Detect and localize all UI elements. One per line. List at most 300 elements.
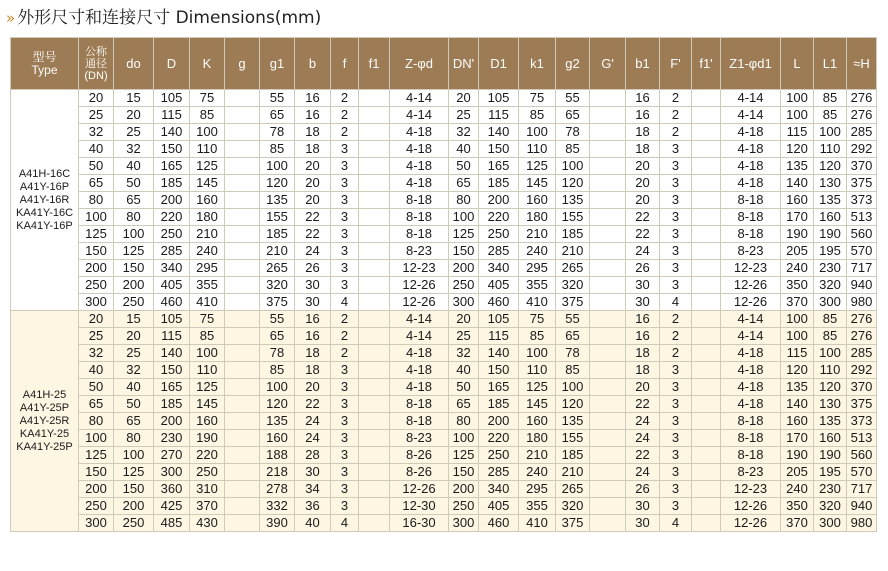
table-cell xyxy=(692,192,721,209)
table-cell: 200 xyxy=(79,481,114,498)
table-cell: 22 xyxy=(626,226,660,243)
table-cell: 370 xyxy=(847,158,877,175)
table-cell: 16 xyxy=(295,311,331,328)
table-cell xyxy=(225,175,260,192)
table-cell: 4-14 xyxy=(721,107,781,124)
table-cell: 210 xyxy=(556,464,590,481)
table-cell xyxy=(225,464,260,481)
table-cell: 2 xyxy=(331,90,359,107)
page-title xyxy=(6,6,321,30)
table-cell: 240 xyxy=(519,243,556,260)
table-cell: 3 xyxy=(660,209,692,226)
table-cell xyxy=(225,481,260,498)
table-cell xyxy=(359,158,390,175)
table-cell: 205 xyxy=(781,464,814,481)
table-cell: 12-23 xyxy=(721,260,781,277)
table-cell: 140 xyxy=(781,396,814,413)
table-cell: 375 xyxy=(260,294,295,311)
table-cell xyxy=(590,345,626,362)
table-cell: 250 xyxy=(449,498,479,515)
table-cell xyxy=(225,124,260,141)
table-cell: 120 xyxy=(781,362,814,379)
table-cell: 276 xyxy=(847,328,877,345)
table-cell xyxy=(692,328,721,345)
table-cell: 3 xyxy=(331,379,359,396)
table-cell: 185 xyxy=(556,447,590,464)
table-cell: 4-18 xyxy=(721,396,781,413)
table-cell: 295 xyxy=(519,481,556,498)
table-row xyxy=(11,379,877,396)
table-cell xyxy=(359,515,390,532)
table-cell: 30 xyxy=(295,277,331,294)
type-label: A41Y-25P xyxy=(19,401,70,414)
table-cell: 200 xyxy=(114,277,154,294)
type-label: KA41Y-16P xyxy=(16,219,73,232)
table-cell xyxy=(692,158,721,175)
table-cell: 150 xyxy=(79,464,114,481)
table-cell xyxy=(590,362,626,379)
table-cell: 295 xyxy=(519,260,556,277)
table-cell: 190 xyxy=(814,226,847,243)
type-label: A41Y-25R xyxy=(19,414,70,427)
group-pn16 xyxy=(11,90,877,311)
table-cell: 20 xyxy=(79,90,114,107)
table-cell: 8-23 xyxy=(721,464,781,481)
table-cell: 3 xyxy=(331,141,359,158)
table-cell: 36 xyxy=(295,498,331,515)
table-cell: 4-18 xyxy=(390,362,449,379)
table-cell xyxy=(590,124,626,141)
table-cell xyxy=(692,124,721,141)
table-cell: 160 xyxy=(814,209,847,226)
table-cell: 210 xyxy=(519,226,556,243)
table-cell: 485 xyxy=(154,515,190,532)
table-cell: 3 xyxy=(331,158,359,175)
table-cell: 125 xyxy=(519,379,556,396)
table-cell xyxy=(692,243,721,260)
table-cell: 125 xyxy=(449,447,479,464)
table-cell xyxy=(359,447,390,464)
table-cell xyxy=(692,362,721,379)
table-cell: 24 xyxy=(626,430,660,447)
table-cell: 100 xyxy=(190,345,225,362)
table-cell: 100 xyxy=(556,158,590,175)
table-cell: 135 xyxy=(814,413,847,430)
header-g: g xyxy=(225,38,260,90)
table-row xyxy=(11,413,877,430)
table-cell: 190 xyxy=(781,447,814,464)
table-cell: 320 xyxy=(260,277,295,294)
table-cell: 560 xyxy=(847,447,877,464)
table-cell: 85 xyxy=(814,311,847,328)
table-cell: 180 xyxy=(519,430,556,447)
table-cell: 185 xyxy=(154,175,190,192)
table-cell: 180 xyxy=(190,209,225,226)
table-cell: 340 xyxy=(154,260,190,277)
header-z-phi-d: Z-φd xyxy=(390,38,449,90)
table-cell: 185 xyxy=(260,226,295,243)
table-cell: 3 xyxy=(331,498,359,515)
table-cell: 3 xyxy=(660,464,692,481)
header-k1: k1 xyxy=(519,38,556,90)
table-cell: 375 xyxy=(556,294,590,311)
table-cell: 50 xyxy=(114,396,154,413)
table-cell: 25 xyxy=(449,107,479,124)
table-cell: 185 xyxy=(479,396,519,413)
table-cell: 22 xyxy=(295,226,331,243)
table-cell: 160 xyxy=(190,192,225,209)
table-cell: 125 xyxy=(519,158,556,175)
table-cell: 285 xyxy=(154,243,190,260)
table-cell: 210 xyxy=(190,226,225,243)
table-cell: 150 xyxy=(154,362,190,379)
table-cell xyxy=(692,498,721,515)
table-row xyxy=(11,107,877,124)
header-b: b xyxy=(295,38,331,90)
table-cell xyxy=(225,90,260,107)
table-cell: 85 xyxy=(260,141,295,158)
table-cell: 130 xyxy=(814,396,847,413)
table-cell: 150 xyxy=(449,464,479,481)
table-cell: 20 xyxy=(626,175,660,192)
table-cell: 65 xyxy=(556,328,590,345)
table-cell: 410 xyxy=(519,294,556,311)
table-cell xyxy=(225,515,260,532)
table-cell: 250 xyxy=(190,464,225,481)
table-cell: 3 xyxy=(660,379,692,396)
table-cell: 22 xyxy=(626,447,660,464)
table-cell: 265 xyxy=(556,260,590,277)
table-cell: 50 xyxy=(79,379,114,396)
table-row xyxy=(11,175,877,192)
table-cell xyxy=(590,158,626,175)
table-cell: 295 xyxy=(190,260,225,277)
table-cell: 12-26 xyxy=(721,498,781,515)
table-cell: 100 xyxy=(114,226,154,243)
table-cell: 390 xyxy=(260,515,295,532)
table-cell: 220 xyxy=(190,447,225,464)
table-cell: 120 xyxy=(260,175,295,192)
table-cell: 2 xyxy=(660,124,692,141)
table-cell: 2 xyxy=(660,328,692,345)
table-cell: 100 xyxy=(781,90,814,107)
table-row xyxy=(11,158,877,175)
table-cell: 25 xyxy=(114,124,154,141)
table-cell: 20 xyxy=(626,158,660,175)
type-cell xyxy=(11,90,79,311)
header-z1-phi-d1: Z1-φd1 xyxy=(721,38,781,90)
table-cell xyxy=(692,515,721,532)
table-row xyxy=(11,430,877,447)
table-cell: 210 xyxy=(519,447,556,464)
table-cell: 150 xyxy=(154,141,190,158)
table-cell xyxy=(225,107,260,124)
table-cell: 32 xyxy=(79,124,114,141)
table-cell: 145 xyxy=(519,396,556,413)
table-cell: 405 xyxy=(479,498,519,515)
table-cell: 165 xyxy=(479,158,519,175)
table-cell: 300 xyxy=(79,515,114,532)
table-cell: 276 xyxy=(847,311,877,328)
table-cell: 370 xyxy=(781,515,814,532)
table-cell xyxy=(225,294,260,311)
table-cell: 145 xyxy=(190,396,225,413)
table-cell xyxy=(225,379,260,396)
table-cell: 190 xyxy=(814,447,847,464)
table-cell: 78 xyxy=(260,345,295,362)
dimensions-table xyxy=(10,37,877,532)
table-cell: 165 xyxy=(479,379,519,396)
table-cell: 75 xyxy=(190,90,225,107)
table-cell: 16 xyxy=(295,107,331,124)
table-cell: 25 xyxy=(114,345,154,362)
table-cell: 110 xyxy=(190,141,225,158)
table-cell: 12-26 xyxy=(721,515,781,532)
table-cell: 20 xyxy=(114,107,154,124)
table-cell xyxy=(225,209,260,226)
table-cell: 40 xyxy=(449,362,479,379)
table-cell: 120 xyxy=(556,175,590,192)
table-cell: 85 xyxy=(814,107,847,124)
header-f1: f1 xyxy=(359,38,390,90)
table-row xyxy=(11,141,877,158)
table-cell: 180 xyxy=(519,209,556,226)
table-cell: 100 xyxy=(260,158,295,175)
table-cell: 115 xyxy=(154,107,190,124)
table-cell xyxy=(359,141,390,158)
table-cell: 160 xyxy=(190,413,225,430)
table-cell: 3 xyxy=(331,481,359,498)
table-cell: 190 xyxy=(190,430,225,447)
table-cell: 2 xyxy=(660,311,692,328)
table-cell: 40 xyxy=(79,141,114,158)
title-text: 外形尺寸和连接尺寸 Dimensions(mm) xyxy=(17,8,322,28)
table-cell xyxy=(225,260,260,277)
table-row xyxy=(11,192,877,209)
table-cell xyxy=(225,413,260,430)
table-cell: 22 xyxy=(295,209,331,226)
table-cell: 155 xyxy=(556,209,590,226)
table-cell xyxy=(692,396,721,413)
table-cell: 85 xyxy=(556,141,590,158)
table-cell: 240 xyxy=(190,243,225,260)
table-cell: 3 xyxy=(660,430,692,447)
table-cell: 3 xyxy=(331,447,359,464)
table-cell: 4-18 xyxy=(721,362,781,379)
type-label: A41Y-16P xyxy=(19,180,70,193)
table-cell: 12-26 xyxy=(721,277,781,294)
table-cell: 276 xyxy=(847,107,877,124)
table-cell: 85 xyxy=(260,362,295,379)
table-cell: 75 xyxy=(519,311,556,328)
table-cell: 85 xyxy=(519,328,556,345)
table-cell: 717 xyxy=(847,481,877,498)
table-cell: 24 xyxy=(626,464,660,481)
table-cell: 135 xyxy=(814,192,847,209)
table-cell xyxy=(692,209,721,226)
table-cell: 375 xyxy=(847,396,877,413)
table-cell: 135 xyxy=(556,413,590,430)
table-cell: 16 xyxy=(626,328,660,345)
table-cell: 105 xyxy=(154,311,190,328)
table-cell: 18 xyxy=(626,362,660,379)
table-cell: 24 xyxy=(626,243,660,260)
table-cell: 150 xyxy=(479,362,519,379)
table-cell xyxy=(359,328,390,345)
table-cell xyxy=(359,481,390,498)
table-cell xyxy=(692,430,721,447)
table-cell: 115 xyxy=(781,345,814,362)
table-cell: 3 xyxy=(331,430,359,447)
table-cell: 3 xyxy=(660,498,692,515)
table-cell: 3 xyxy=(660,277,692,294)
table-cell: 3 xyxy=(331,192,359,209)
type-label: KA41Y-16C xyxy=(15,206,74,219)
table-cell xyxy=(359,362,390,379)
table-cell xyxy=(590,311,626,328)
table-cell: 16 xyxy=(626,311,660,328)
table-cell: 135 xyxy=(260,413,295,430)
table-cell: 373 xyxy=(847,413,877,430)
table-cell: 20 xyxy=(449,90,479,107)
table-cell: 40 xyxy=(114,379,154,396)
table-cell: 40 xyxy=(114,158,154,175)
table-cell xyxy=(225,141,260,158)
table-cell: 4-18 xyxy=(721,141,781,158)
table-cell: 3 xyxy=(331,277,359,294)
table-row xyxy=(11,124,877,141)
table-cell: 135 xyxy=(556,192,590,209)
table-cell: 3 xyxy=(331,209,359,226)
table-cell: 12-23 xyxy=(721,481,781,498)
table-cell: 16 xyxy=(295,90,331,107)
table-cell: 460 xyxy=(479,515,519,532)
table-cell: 100 xyxy=(519,124,556,141)
table-cell: 570 xyxy=(847,464,877,481)
table-cell: 30 xyxy=(626,277,660,294)
table-cell: 4-18 xyxy=(721,175,781,192)
header-g1: g1 xyxy=(260,38,295,90)
table-cell xyxy=(590,413,626,430)
table-cell: 270 xyxy=(154,447,190,464)
table-cell: 350 xyxy=(781,277,814,294)
table-cell xyxy=(359,413,390,430)
table-cell: 65 xyxy=(556,107,590,124)
table-cell: 8-26 xyxy=(390,447,449,464)
table-cell: 26 xyxy=(295,260,331,277)
group-pn25 xyxy=(11,311,877,532)
table-cell: 355 xyxy=(190,277,225,294)
table-cell: 195 xyxy=(814,243,847,260)
table-cell: 300 xyxy=(814,294,847,311)
table-cell: 65 xyxy=(114,413,154,430)
table-cell: 85 xyxy=(814,328,847,345)
table-cell xyxy=(692,311,721,328)
table-cell: 3 xyxy=(331,413,359,430)
table-cell: 410 xyxy=(519,515,556,532)
table-cell: 250 xyxy=(154,226,190,243)
table-cell: 100 xyxy=(814,124,847,141)
table-cell: 332 xyxy=(260,498,295,515)
table-cell: 12-26 xyxy=(721,294,781,311)
table-cell: 160 xyxy=(519,413,556,430)
table-cell: 4-18 xyxy=(390,141,449,158)
table-cell: 20 xyxy=(295,379,331,396)
table-cell: 170 xyxy=(781,430,814,447)
table-cell: 3 xyxy=(660,413,692,430)
table-cell: 30 xyxy=(295,294,331,311)
table-cell: 3 xyxy=(331,396,359,413)
table-cell: 240 xyxy=(519,464,556,481)
table-cell: 4-14 xyxy=(721,311,781,328)
table-cell: 3 xyxy=(660,396,692,413)
table-cell xyxy=(225,192,260,209)
table-row xyxy=(11,515,877,532)
table-cell: 16-30 xyxy=(390,515,449,532)
table-cell: 65 xyxy=(449,175,479,192)
table-cell: 2 xyxy=(331,328,359,345)
table-cell: 80 xyxy=(114,209,154,226)
table-row xyxy=(11,345,877,362)
table-cell: 85 xyxy=(190,107,225,124)
table-cell: 370 xyxy=(781,294,814,311)
table-cell: 8-18 xyxy=(721,192,781,209)
table-cell: 150 xyxy=(114,481,154,498)
table-cell: 150 xyxy=(479,141,519,158)
table-cell: 65 xyxy=(260,107,295,124)
header-l1: L1 xyxy=(814,38,847,90)
table-cell: 18 xyxy=(626,141,660,158)
table-cell: 195 xyxy=(814,464,847,481)
header-f: f xyxy=(331,38,359,90)
table-cell: 18 xyxy=(626,124,660,141)
table-cell xyxy=(692,345,721,362)
table-cell: 110 xyxy=(814,141,847,158)
table-cell xyxy=(692,379,721,396)
table-cell: 85 xyxy=(814,90,847,107)
table-cell: 160 xyxy=(781,192,814,209)
table-cell: 80 xyxy=(79,192,114,209)
type-label: KA41Y-25P xyxy=(16,440,73,453)
table-cell xyxy=(692,141,721,158)
table-cell: 4-18 xyxy=(390,175,449,192)
table-cell xyxy=(590,192,626,209)
table-cell: 188 xyxy=(260,447,295,464)
table-cell xyxy=(692,90,721,107)
table-row xyxy=(11,447,877,464)
table-cell: 285 xyxy=(847,345,877,362)
table-cell: 100 xyxy=(260,379,295,396)
table-cell: 2 xyxy=(660,345,692,362)
table-cell: 20 xyxy=(79,311,114,328)
table-cell: 160 xyxy=(781,413,814,430)
table-cell xyxy=(590,328,626,345)
table-cell: 80 xyxy=(449,192,479,209)
table-row xyxy=(11,396,877,413)
table-cell: 285 xyxy=(479,464,519,481)
table-cell xyxy=(359,396,390,413)
table-row xyxy=(11,260,877,277)
table-cell xyxy=(692,481,721,498)
table-cell: 200 xyxy=(449,481,479,498)
table-cell: 320 xyxy=(556,498,590,515)
table-cell: 3 xyxy=(331,260,359,277)
type-label: A41H-25 xyxy=(22,388,67,401)
table-cell: 205 xyxy=(781,243,814,260)
table-cell: 410 xyxy=(190,294,225,311)
table-cell: 24 xyxy=(295,413,331,430)
table-cell xyxy=(225,277,260,294)
